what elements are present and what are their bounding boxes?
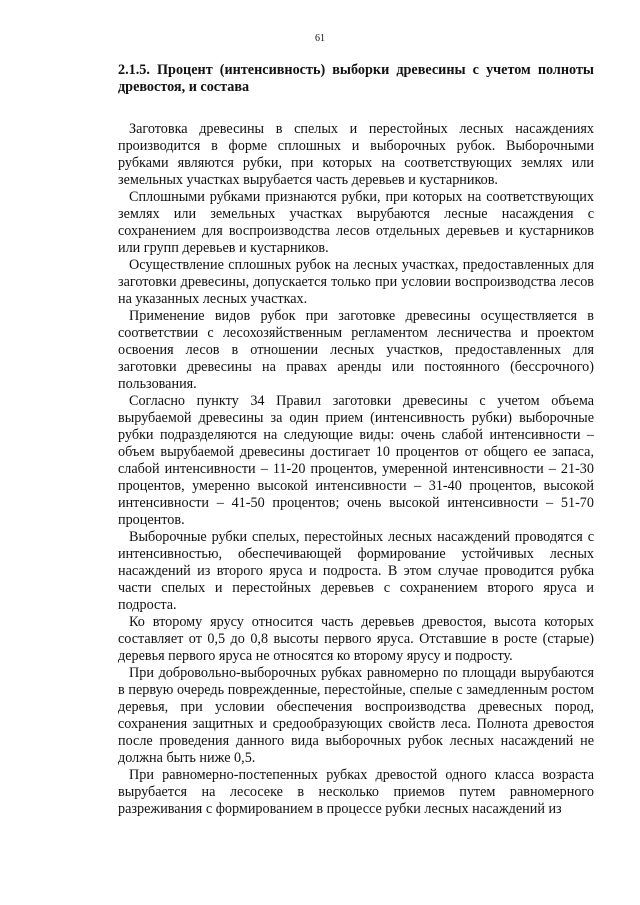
paragraph: Осуществление сплошных рубок на лесных участках, предоставленных для заготовки древесины, допускается только при условии воспроизводства лесов на указанных лесных участках. [118,257,594,307]
page-number: 61 [315,33,325,44]
paragraph: При добровольно-выборочных рубках равномерно по площади вырубаются в первую очередь поврежденные, перестойные, спелые с замедленным ростом деревья, при условии обеспечения воспроизводства древесных пород, сохранения защитных и средообразующих свойств леса. Полнота древостоя после проведения данного вида выборочных рубок лесных насаждений не должна быть ниже 0,5. [118,665,594,766]
paragraph: Сплошными рубками признаются рубки, при которых на соответствующих землях или земельных участках вырубаются лесные насаждения с сохранением для воспроизводства лесов отдельных деревьев и кустарников или групп деревьев и кустарников. [118,189,594,256]
paragraph: Заготовка древесины в спелых и перестойных лесных насаждениях производится в форме сплошных и выборочных рубок. Выборочными рубками являются рубки, при которых на соответствующих землях или земельных участках вырубается часть деревьев и кустарников. [118,121,594,188]
paragraph: Применение видов рубок при заготовке древесины осуществляется в соответствии с лесохозяйственным регламентом лесничества и проектом освоения лесов в отношении лесных участков, предоставленных для заготовки древесины на правах аренды или постоянного (бессрочного) пользования. [118,308,594,392]
paragraph: Согласно пункту 34 Правил заготовки древесины с учетом объема вырубаемой древесины за один прием (интенсивность рубки) выборочные рубки подразделяются на следующие виды: очень слабой интенсивности – объем вырубаемой древесины достигает 10 процентов от общего ее запаса, слабой интенсивности – 11-20 процентов, умеренной интенсивности – 21-30 процентов, умеренно высокой интенсивности – 31-40 процентов, высокой интенсивности – 41-50 процентов; очень высокой интенсивности – 51-70 процентов. [118,393,594,528]
body-text [118,121,594,818]
section-heading: 2.1.5. Процент (интенсивность) выборки древесины с учетом полноты древостоя, и состава [118,62,594,95]
paragraph: Выборочные рубки спелых, перестойных лесных насаждений проводятся с интенсивностью, обеспечивающей формирование устойчивых лесных насаждений из второго яруса и подроста. В этом случае проводится рубка части спелых и перестойных деревьев с сохранением второго яруса и подроста. [118,529,594,613]
paragraph: Ко второму ярусу относится часть деревьев древостоя, высота которых составляет от 0,5 до 0,8 высоты первого яруса. Отставшие в росте (старые) деревья первого яруса не относятся ко второму ярусу и подросту. [118,614,594,664]
paragraph: При равномерно-постепенных рубках древостой одного класса возраста вырубается на лесосеке в несколько приемов путем равномерного разреживания с формированием в процессе рубки лесных насаждений из [118,767,594,817]
